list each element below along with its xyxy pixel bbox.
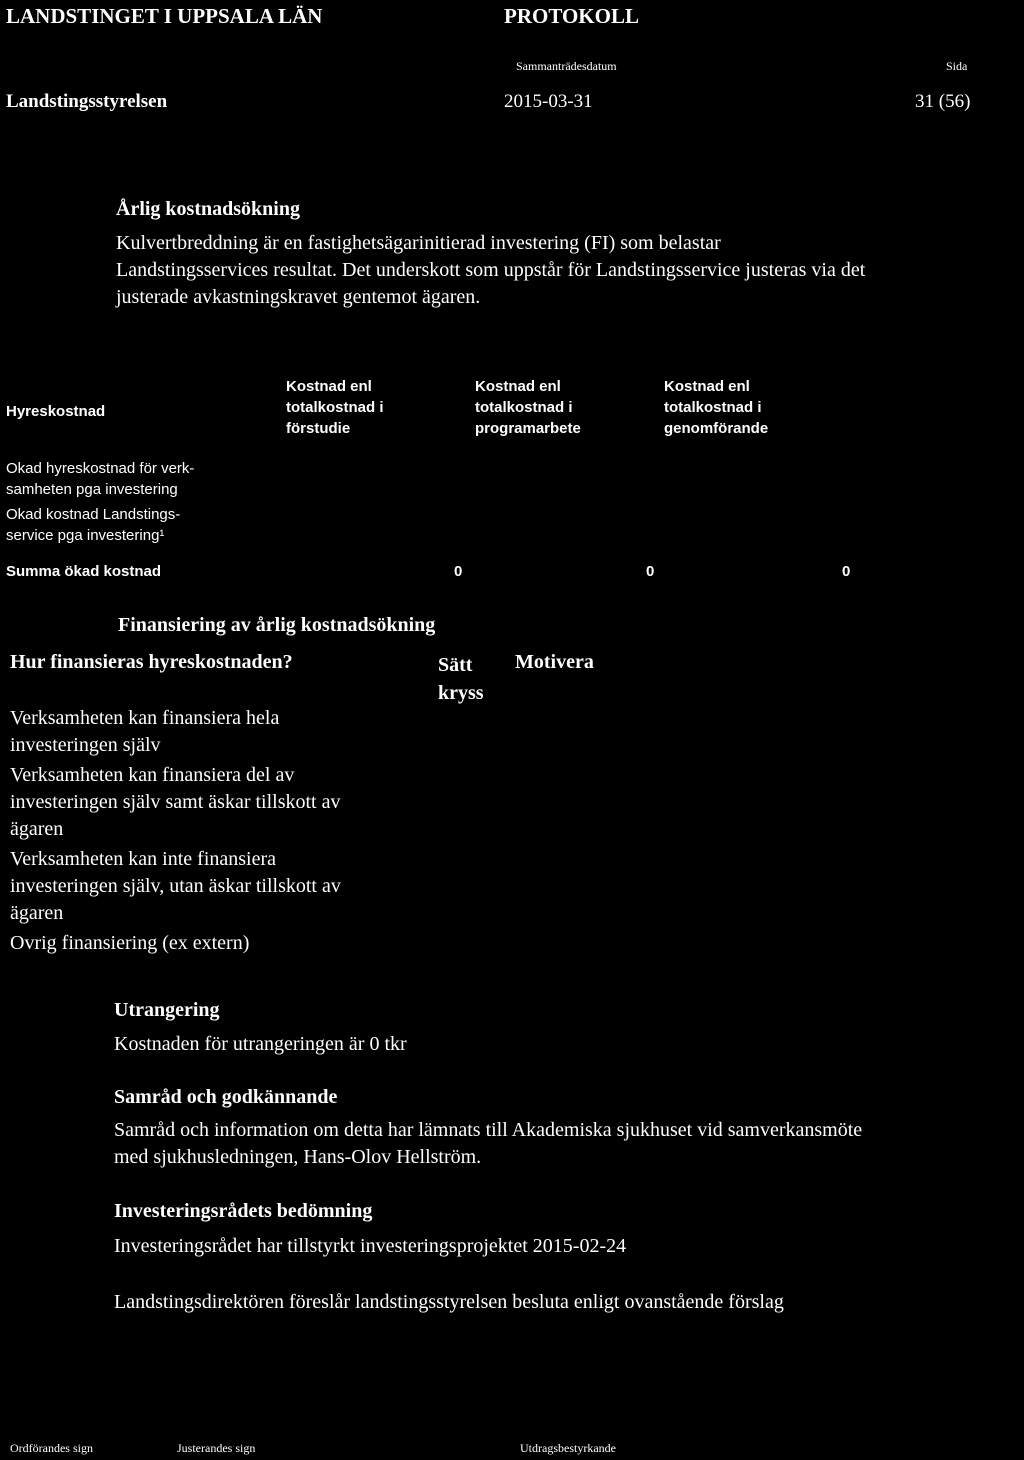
financing-option-line: investeringen själv (10, 734, 161, 756)
adjuster-signature-label: Justerandes sign (177, 1441, 256, 1455)
sum-value: 0 (646, 563, 655, 580)
page-number: 31 (56) (915, 91, 971, 112)
table-row (6, 458, 194, 500)
table-row-line: service pga investering¹ (6, 527, 165, 544)
column-header-line: totalkostnad i (475, 399, 573, 416)
consultation-line: Samråd och information om detta har lämnats till Akademiska sjukhuset vid samverkansmöte (114, 1119, 863, 1141)
financing-option (10, 930, 249, 957)
column-header-line: genomförande (664, 420, 769, 437)
council-heading: Investeringsrådets bedömning (114, 1200, 373, 1222)
proposal-text: Landstingsdirektören föreslår landstingsstyrelsen besluta enligt ovanstående förslag (114, 1291, 784, 1313)
consultation-heading: Samråd och godkännande (114, 1086, 338, 1108)
document-type: PROTOKOLL (504, 4, 639, 28)
financing-option (10, 846, 341, 927)
financing-option (10, 762, 341, 843)
financing-option-line: Verksamheten kan inte finansiera (10, 848, 277, 870)
table-row-line: samheten pga investering (6, 481, 178, 498)
extract-verification-label: Utdragsbestyrkande (520, 1441, 616, 1455)
sum-value: 0 (842, 563, 851, 580)
financing-option-line: Verksamheten kan finansiera hela (10, 707, 280, 729)
scrapping-heading: Utrangering (114, 999, 220, 1021)
column-header-line: Kostnad enl (664, 378, 750, 395)
meeting-date: 2015-03-31 (504, 91, 593, 112)
column-header-line: Kostnad enl (286, 378, 372, 395)
column-header-line: totalkostnad i (286, 399, 384, 416)
sum-label: Summa ökad kostnad (6, 563, 162, 580)
mark-column-line: Sätt (438, 654, 473, 676)
annual-cost-text (116, 230, 865, 311)
column-header-line: totalkostnad i (664, 399, 762, 416)
mark-column-line: kryss (438, 682, 484, 704)
annual-cost-line: Kulvertbreddning är en fastighetsägarinitierad investering (FI) som belastar (116, 232, 721, 254)
financing-option-line: investeringen själv samt äskar tillskott av (10, 791, 341, 813)
table-column-header (475, 376, 581, 439)
committee-name: Landstingsstyrelsen (6, 91, 168, 112)
motivate-column-header: Motivera (515, 651, 594, 673)
table-column-header (286, 376, 384, 439)
financing-option (10, 705, 279, 759)
table-row-line: Okad kostnad Landstings- (6, 506, 181, 523)
financing-option-line: investeringen själv, utan äskar tillskott av (10, 875, 341, 897)
council-text: Investeringsrådet har tillstyrkt investeringsprojektet 2015-02-24 (114, 1235, 627, 1257)
financing-heading: Finansiering av årlig kostnadsökning (118, 614, 436, 636)
table-column-header (664, 376, 768, 439)
org-name: LANDSTINGET I UPPSALA LÄN (6, 4, 323, 28)
column-header-line: förstudie (286, 420, 351, 437)
financing-option-line: ägaren (10, 818, 64, 840)
column-header-line: Kostnad enl (475, 378, 561, 395)
chair-signature-label: Ordförandes sign (10, 1441, 93, 1455)
financing-option-line: ägaren (10, 902, 64, 924)
column-header-line: programarbete (475, 420, 581, 437)
mark-column-header (438, 651, 484, 707)
date-label: Sammanträdesdatum (516, 59, 617, 73)
annual-cost-line: justerade avkastningskravet gentemot ägaren. (116, 286, 481, 308)
scrapping-text: Kostnaden för utrangeringen är 0 tkr (114, 1033, 407, 1055)
table-row-header: Hyreskostnad (6, 403, 106, 420)
financing-option-line: Verksamheten kan finansiera del av (10, 764, 295, 786)
financing-option-line: Ovrig finansiering (ex extern) (10, 932, 250, 954)
table-row-line: Okad hyreskostnad för verk- (6, 460, 195, 477)
page-label: Sida (946, 59, 968, 73)
financing-question: Hur finansieras hyreskostnaden? (10, 651, 293, 673)
annual-cost-heading: Årlig kostnadsökning (116, 198, 300, 220)
consultation-text (114, 1117, 862, 1171)
annual-cost-line: Landstingsservices resultat. Det underskott som uppstår för Landstingsservice justeras via det (116, 259, 866, 281)
table-row (6, 504, 180, 546)
sum-value: 0 (454, 563, 463, 580)
consultation-line: med sjukhusledningen, Hans-Olov Hellström. (114, 1146, 482, 1168)
